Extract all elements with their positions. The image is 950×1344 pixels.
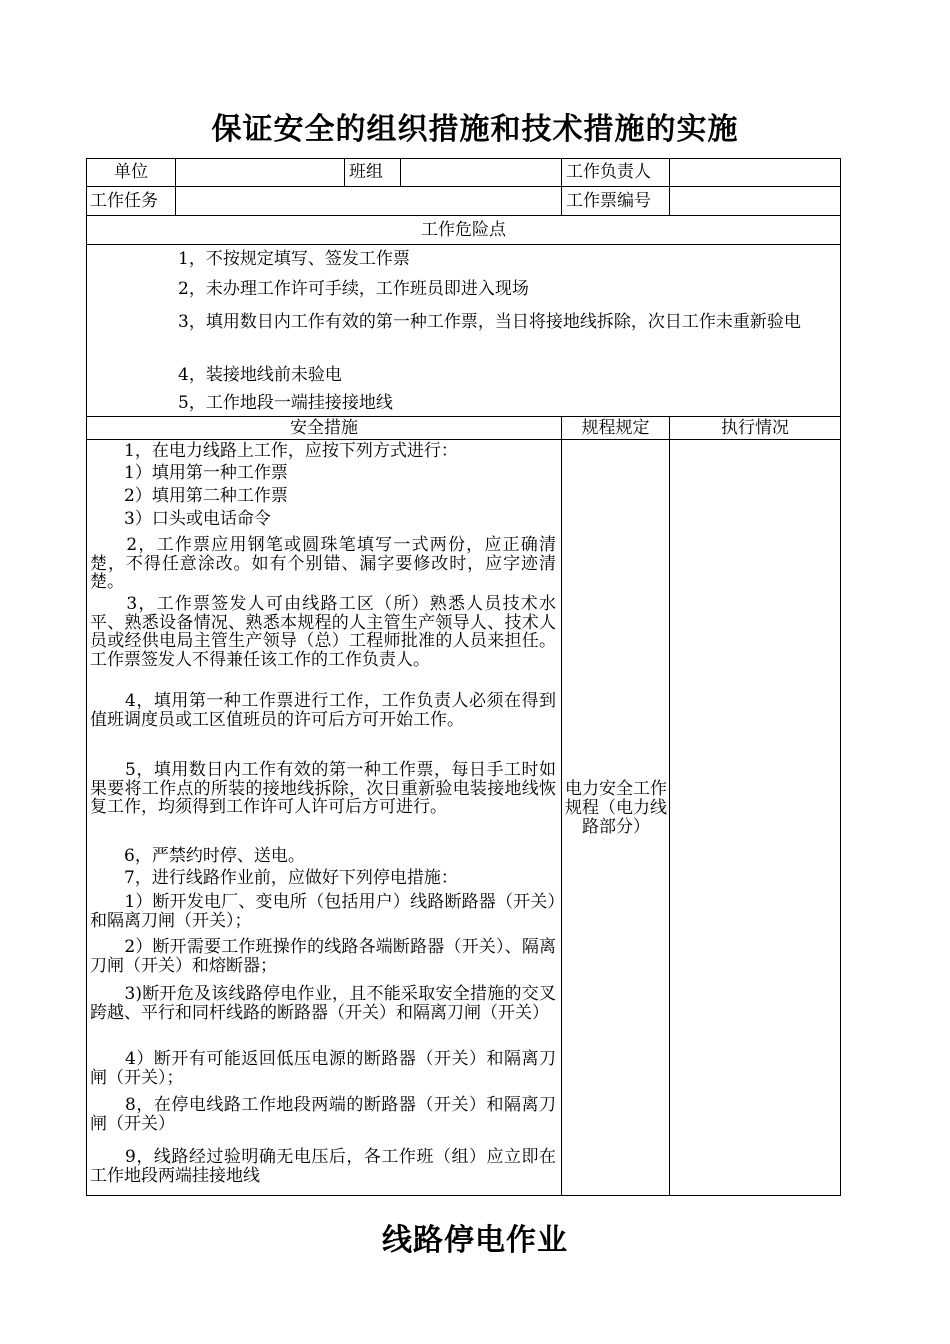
task-label: 工作任务	[90, 191, 158, 211]
leader-label: 工作负责人	[566, 162, 651, 182]
table-border	[86, 1195, 841, 1196]
measure-item: 3，工作票签发人可由线路工区（所）熟悉人员技术水平、熟悉设备情况、熟悉本规程的人主管生产领导人、技术人员或经供电局主管生产领导（总）工程师批准的人员来担任。工作票签发人不得兼任该工作的工作负责人。	[90, 594, 556, 670]
task-value[interactable]	[176, 187, 561, 215]
measure-item: 9，线路经过验明确无电压后，各工作班（组）应立即在工作地段两端挂接地线	[90, 1147, 556, 1186]
regulation-text: 电力安全工作规程（电力线路部分）	[565, 779, 667, 837]
regulation-heading: 规程规定	[581, 418, 650, 438]
unit-value[interactable]	[176, 159, 344, 186]
leader-value[interactable]	[670, 159, 840, 186]
table-border	[840, 158, 841, 1196]
measure-item: 6，严禁约时停、送电。	[90, 846, 305, 866]
measure-item: 1）填用第一种工作票	[90, 463, 288, 483]
ticket-value[interactable]	[670, 187, 840, 215]
page-title: 保证安全的组织措施和技术措施的实施	[211, 112, 739, 147]
hazard-item: 2，未办理工作许可手续，工作班员即进入现场	[178, 279, 529, 299]
measure-item: 8，在停电线路工作地段两端的断路器（开关）和隔离刀闸（开关）	[90, 1095, 556, 1134]
measure-item: 1，在电力线路上工作，应按下列方式进行：	[90, 441, 458, 461]
footer-title: 线路停电作业	[382, 1223, 568, 1258]
hazard-item: 1，不按规定填写、签发工作票	[178, 249, 410, 269]
measure-item: 4，填用第一种工作票进行工作，工作负责人必须在得到值班调度员或工区值班员的许可后方可开始工作。	[90, 691, 556, 730]
hazard-item: 4，装接地线前未验电	[178, 365, 342, 385]
hazard-item: 3，填用数日内工作有效的第一种工作票，当日将接地线拆除，次日工作未重新验电	[178, 312, 801, 332]
measure-item: 3）口头或电话命令	[90, 509, 271, 529]
measure-item: 2，工作票应用钢笔或圆珠笔填写一式两份，应正确清楚，不得任意涂改。如有个别错、漏字要修改时，应字迹清楚。	[90, 535, 556, 592]
measure-item: 5，填用数日内工作有效的第一种工作票，每日手工时如果要将工作点的所装的接地线拆除，次日重新验电装接地线恢复工作，均须得到工作许可人许可后方可进行。	[90, 760, 556, 817]
table-border	[86, 416, 841, 417]
measure-item: 2）断开需要工作班操作的线路各端断路器（开关）、隔离刀闸（开关）和熔断器；	[90, 937, 556, 976]
table-border	[344, 158, 345, 186]
execution-value[interactable]	[670, 440, 840, 1195]
hazards-heading: 工作危险点	[421, 220, 506, 240]
table-border	[86, 158, 87, 1196]
team-value[interactable]	[401, 159, 561, 186]
unit-label: 单位	[114, 162, 148, 182]
measure-item: 2）填用第二种工作票	[90, 486, 288, 506]
measures-heading: 安全措施	[290, 418, 358, 438]
measure-item: 3)断开危及该线路停电作业，且不能采取安全措施的交叉跨越、平行和同杆线路的断路器（开关）和隔离刀闸（开关）	[90, 984, 556, 1023]
hazard-item: 5，工作地段一端挂接接地线	[178, 393, 393, 413]
measure-item: 4）断开有可能返回低压电源的断路器（开关）和隔离刀闸（开关）；	[90, 1049, 556, 1088]
table-border	[561, 158, 562, 216]
measure-item: 7，进行线路作业前，应做好下列停电措施：	[90, 868, 458, 888]
measure-item: 1）断开发电厂、变电所（包括用户）线路断路器（开关）和隔离刀闸（开关）；	[90, 892, 556, 931]
table-border	[86, 244, 841, 245]
table-border	[561, 416, 562, 1196]
team-label: 班组	[349, 162, 383, 182]
table-border	[86, 215, 841, 216]
ticket-label: 工作票编号	[566, 191, 651, 211]
execution-heading: 执行情况	[721, 418, 789, 438]
